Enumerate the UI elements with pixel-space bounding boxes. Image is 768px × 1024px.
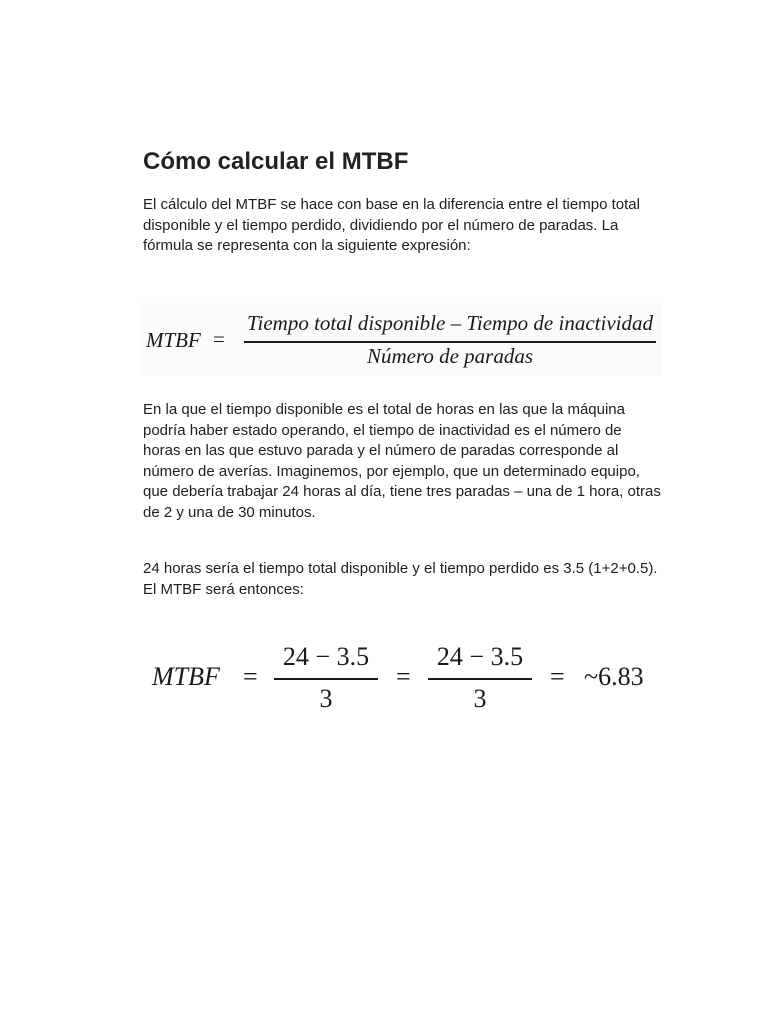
formula-lhs: MTBF <box>152 662 220 691</box>
formula-lhs: MTBF <box>146 328 201 352</box>
fraction-2-denominator: 3 <box>473 684 487 713</box>
formula-equals-sign: = <box>550 662 565 691</box>
formula-result: ~6.83 <box>584 662 644 691</box>
fraction-bar <box>244 341 656 343</box>
formula-equals-sign: = <box>396 662 411 691</box>
page-title: Cómo calcular el MTBF <box>143 148 409 175</box>
fraction-2-numerator: 24 − 3.5 <box>436 642 524 671</box>
example-paragraph: 24 horas sería el tiempo total disponible y el tiempo perdido es 3.5 (1+2+0.5). El MTBF será entonces: <box>143 560 658 598</box>
fraction-1-denominator: 3 <box>319 684 333 713</box>
mtbf-general-formula <box>140 303 662 375</box>
fraction-bar <box>428 678 532 680</box>
explanation-paragraph: En la que el tiempo disponible es el total de horas en las que la máquina podría haber estado operando, el tiempo de inactividad es el número de horas en las que estuvo parada y el número de paradas corresponde al número de averías. Imaginemos, por ejemplo, que un determinado equipo, que debería trabajar 24 horas al día, tiene tres paradas – una de 1 hora, otras de 2 y una de 30 minutos. <box>143 401 661 521</box>
mtbf-example-formula <box>150 640 660 720</box>
formula-denominator: Número de paradas <box>366 344 534 368</box>
formula-equals-sign: = <box>213 327 225 351</box>
formula-equals-sign: = <box>243 662 258 691</box>
intro-paragraph: El cálculo del MTBF se hace con base en la diferencia entre el tiempo total disponible y el tiempo perdido, dividiendo por el número de paradas. La fórmula se representa con la siguiente expresión: <box>143 196 640 254</box>
fraction-bar <box>274 678 378 680</box>
formula-numerator: Tiempo total disponible – Tiempo de inactividad <box>247 311 653 335</box>
fraction-1-numerator: 24 − 3.5 <box>282 642 370 671</box>
